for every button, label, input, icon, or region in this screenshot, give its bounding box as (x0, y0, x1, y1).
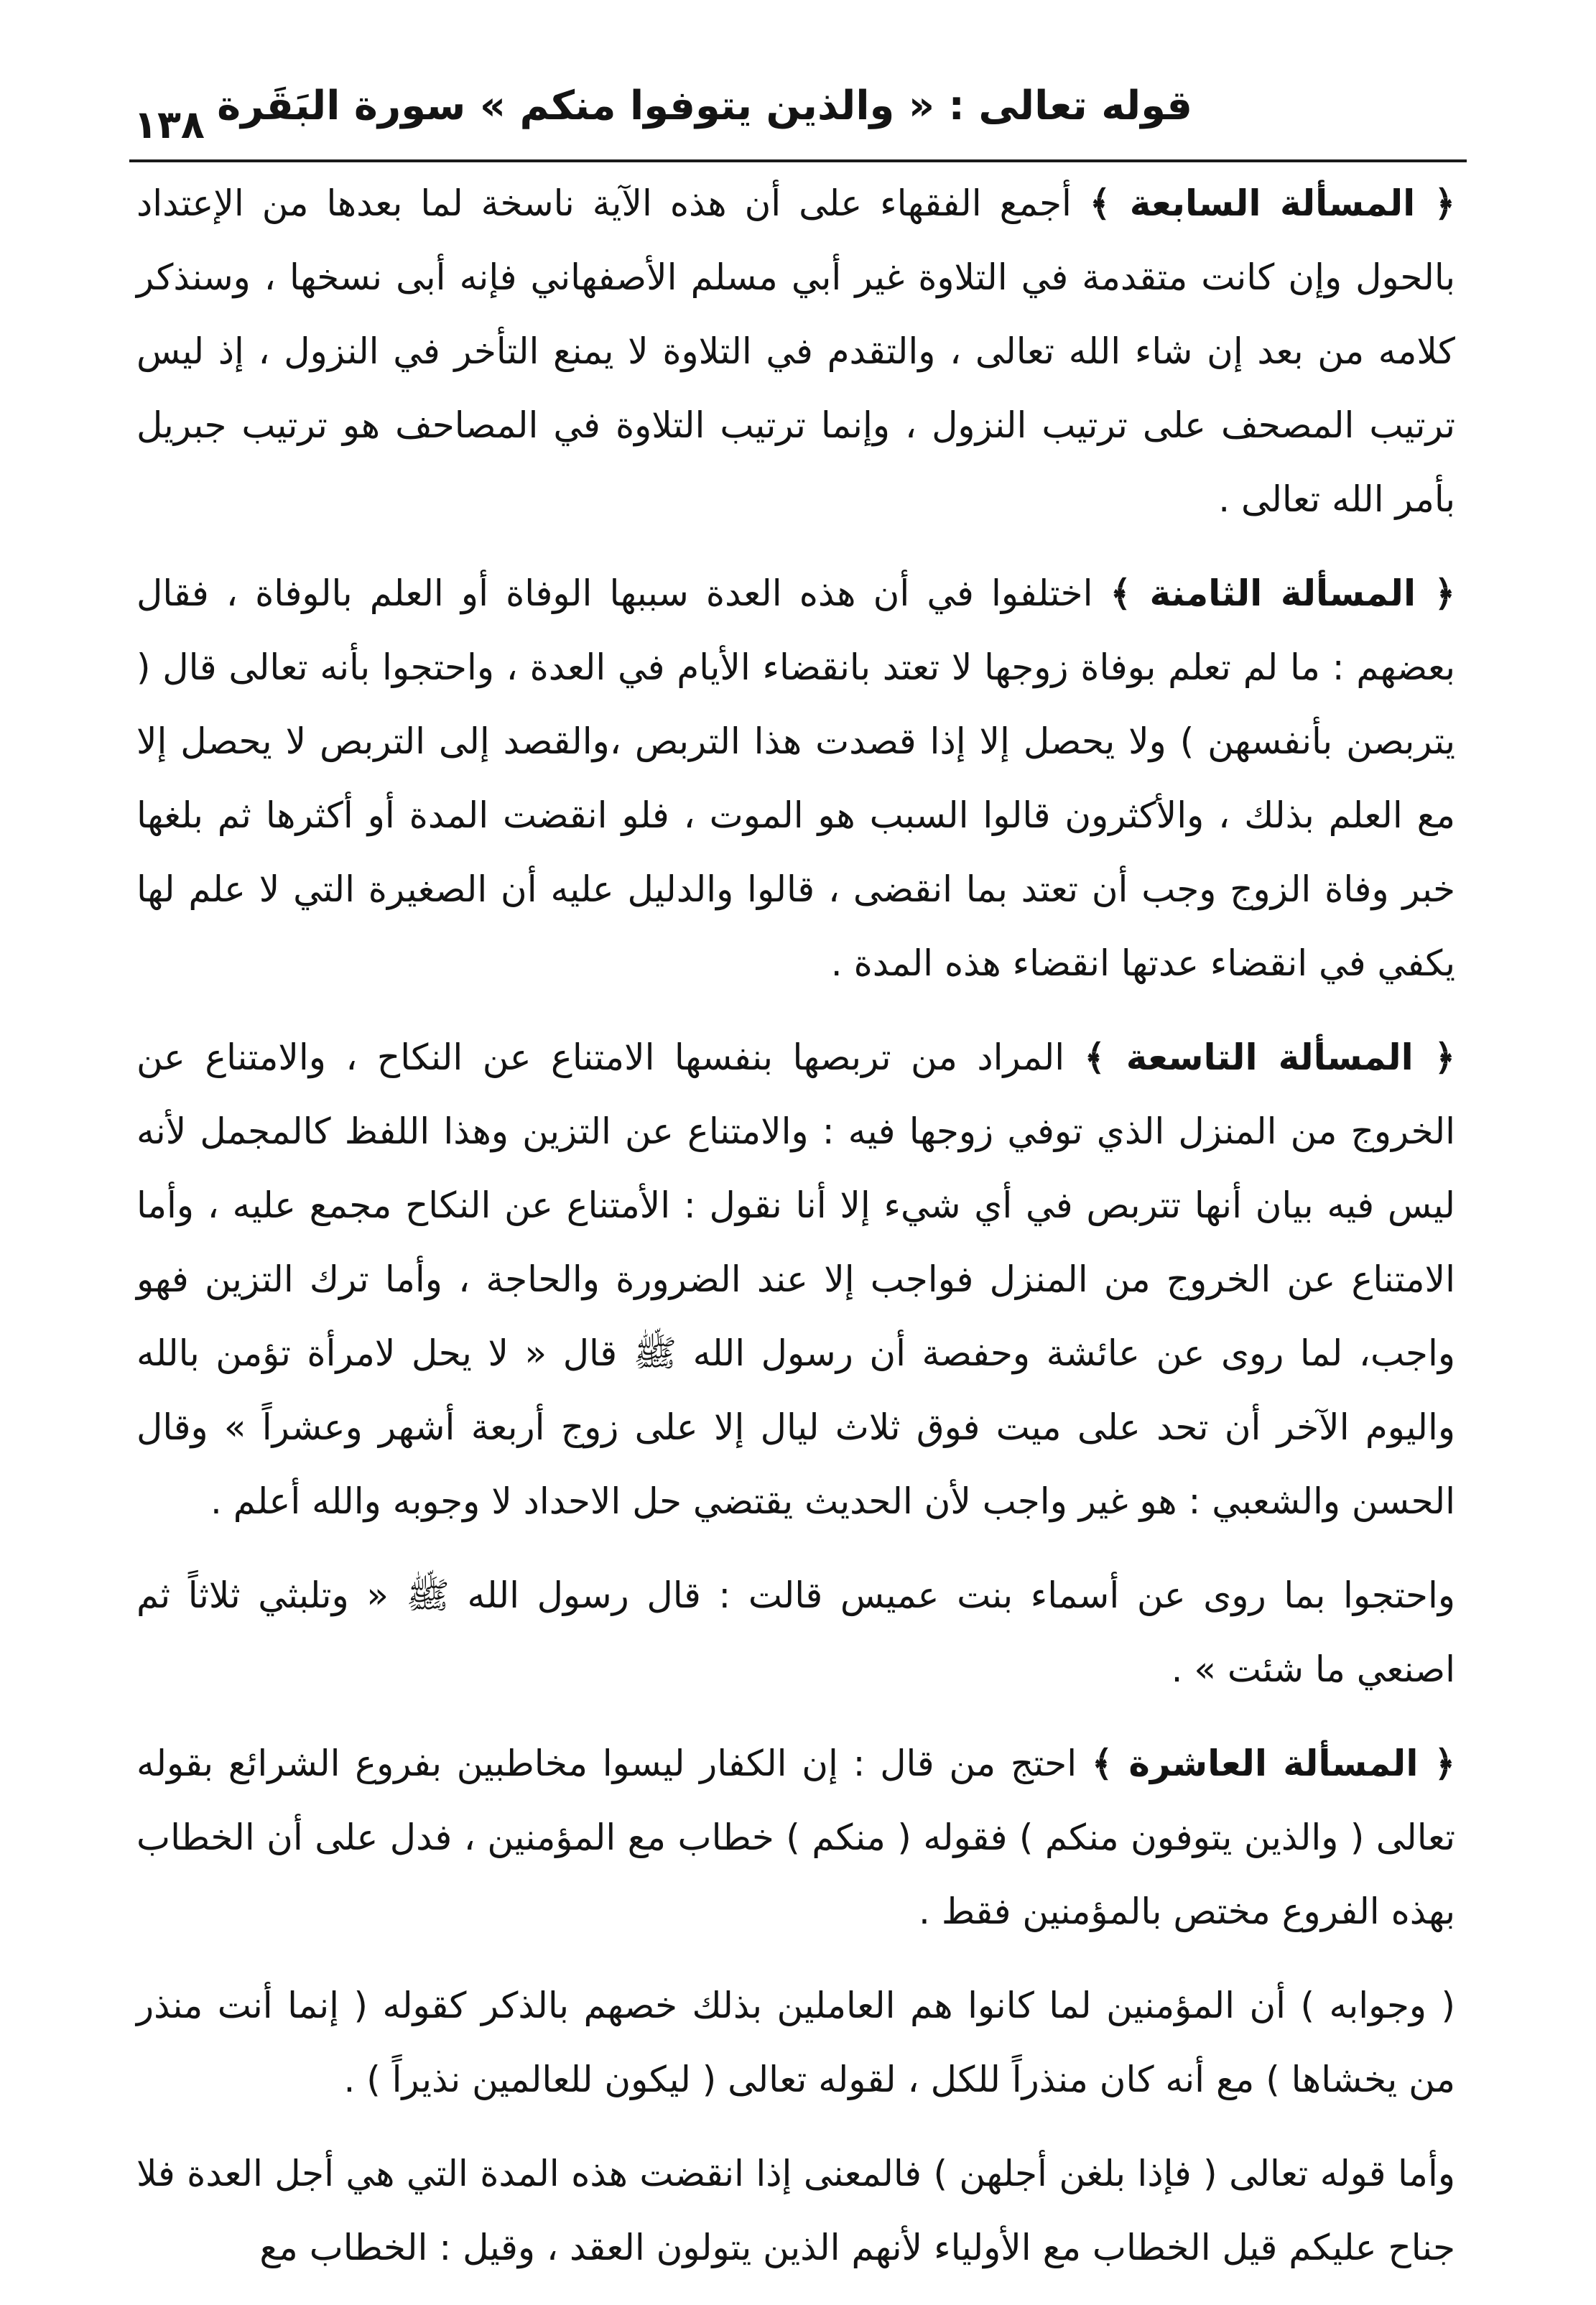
paragraph-answer (136, 1969, 1455, 2117)
header-rule (129, 159, 1467, 162)
paragraph-text: واحتجوا بما روى عن أسماء بنت عميس قالت : قال رسول الله ﷺ « وتلبثي ثلاثاً ثم اصنعي ما شئت » . (136, 1574, 1455, 1690)
page-header (0, 78, 1596, 147)
paragraph-text: المراد من تربصها بنفسها الامتناع عن النكاح ، والامتناع عن الخروج من المنزل الذي توفي زوجها فيه : والامتناع عن التزين وهذا اللفظ كالمجمل لأنه ليس فيه بيان أنها تتربص في أي شيء إلا أنا نقول : الأمتناع عن النكاح مجمع عليه ، وأما الامتناع عن الخروج من المنزل فواجب إلا عند الضرورة والحاجة ، وأما ترك التزين فهو واجب، لما روى عن عائشة وحفصة أن رسول الله ﷺ قال « لا يحل لامرأة تؤمن بالله واليوم الآخر أن تحد على ميت فوق ثلاث ليال إلا على زوج أربعة أشهر وعشراً » وقال الحسن والشعبي : هو غير واجب لأن الحديث يقتضي حل الاحداد لا وجوبه والله أعلم . (136, 1036, 1455, 1522)
paragraph-asma-hadith (136, 1559, 1455, 1707)
paragraph-text: احتج من قال : إن الكفار ليسوا مخاطبين بفروع الشرائع بقوله تعالى ( والذين يتوفون منكم ) فقوله ( منكم ) خطاب مع المؤمنين ، فدل على أن الخطاب بهذه الفروع مختص بالمؤمنين فقط . (136, 1743, 1455, 1932)
paragraph-issue-nine (136, 1021, 1455, 1539)
issue-heading: ﴿ المسألة العاشرة ﴾ (1091, 1743, 1456, 1784)
paragraph-term-end (136, 2137, 1455, 2285)
paragraph-text: وأما قوله تعالى ( فإذا بلغن أجلهن ) فالمعنى إذا انقضت هذه المدة التي هي أجل العدة فلا جناح عليكم قيل الخطاب مع الأولياء لأنهم الذين يتولون العقد ، وقيل : الخطاب مع (136, 2153, 1455, 2268)
paragraph-issue-ten (136, 1727, 1455, 1949)
page-number: ١٣٨ (134, 102, 205, 147)
paragraph-text: ( وجوابه ) أن المؤمنين لما كانوا هم العاملين بذلك خصهم بالذكر كقوله ( إنما أنت منذر من يخشاها ) مع أنه كان منذراً للكل ، لقوله تعالى ( ليكون للعالمين نذيراً ) . (136, 1985, 1455, 2100)
paragraph-issue-eight (136, 557, 1455, 1001)
page-body (136, 167, 1455, 2305)
running-title: قوله تعالى : « والذين يتوفوا منكم » سورة البَقَرة (217, 83, 1192, 129)
issue-heading: ﴿ المسألة الثامنة ﴾ (1110, 572, 1455, 614)
paragraph-text: اختلفوا في أن هذه العدة سببها الوفاة أو العلم بالوفاة ، فقال بعضهم : ما لم تعلم بوفاة زوجها لا تعتد بانقضاء الأيام في العدة ، واحتجوا بأنه تعالى قال ( يتربصن بأنفسهن ) ولا يحصل إلا إذا قصدت هذا التربص ،والقصد إلى التربص لا يحصل إلا مع العلم بذلك ، والأكثرون قالوا السبب هو الموت ، فلو انقضت المدة أو أكثرها ثم بلغها خبر وفاة الزوج وجب أن تعتد بما انقضى ، قالوا والدليل عليه أن الصغيرة التي لا علم لها يكفي في انقضاء عدتها انقضاء هذه المدة . (136, 572, 1455, 984)
paragraph-issue-seven (136, 167, 1455, 537)
issue-heading: ﴿ المسألة التاسعة ﴾ (1084, 1036, 1455, 1078)
paragraph-text: أجمع الفقهاء على أن هذه الآية ناسخة لما بعدها من الإعتداد بالحول وإن كانت متقدمة في التلاوة غير أبي مسلم الأصفهاني فإنه أبى نسخها ، وسنذكر كلامه من بعد إن شاء الله تعالى ، والتقدم في التلاوة لا يمنع التأخر في النزول ، إذ ليس ترتيب المصحف على ترتيب النزول ، وإنما ترتيب التلاوة في المصاحف هو ترتيب جبريل بأمر الله تعالى . (136, 182, 1455, 520)
issue-heading: ﴿ المسألة السابعة ﴾ (1089, 182, 1455, 224)
